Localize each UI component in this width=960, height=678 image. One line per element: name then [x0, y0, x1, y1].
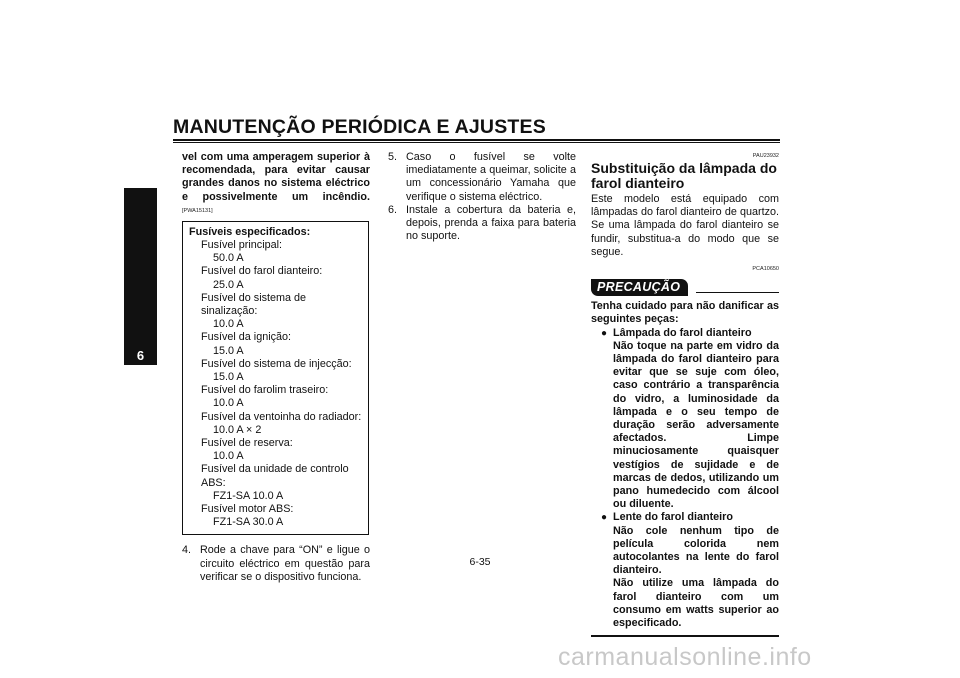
fuse-value: FZ1-SA 30.0 A [213, 516, 284, 529]
bullet-text: Não cole nenhum tipo de película colorida nem autocolantes na lente do farol dianteiro. [613, 524, 779, 577]
chapter-number: 6 [136, 348, 145, 363]
caution-bullet [601, 511, 779, 630]
fuse-name: Fusível principal: [201, 239, 283, 252]
chapter-tab [124, 188, 157, 365]
fuse-value: 10.0 A [213, 397, 244, 410]
section-intro: Este modelo está equipado com lâmpadas do farol dianteiro de quartzo. Se uma lâmpada do farol dianteiro se fundir, substitua-a do modo que se segue. [591, 193, 779, 258]
page-number: 6-35 [469, 556, 491, 568]
caution-bullet [601, 327, 779, 512]
step-4 [182, 544, 370, 584]
bullet-text: Não utilize uma lâmpada do farol dianteiro com um consumo em watts superior ao especificado. [613, 577, 779, 630]
caution-code: PCA10650 [752, 266, 779, 273]
step-5 [388, 151, 576, 204]
caution-rule [696, 292, 779, 293]
fuse-spec-heading: Fusíveis especificados: [189, 225, 311, 238]
fuse-name: Fusível da ventoinha do radiador: [201, 410, 362, 423]
warning-continuation: vel com uma amperagem superior à recomendada, para evitar causar grandes danos no sistema eléctrico e possivelmente um incêndio. [182, 151, 370, 203]
step-text: Caso o fusível se volte imediatamente a queimar, solicite a um concessionário Yamaha que verifique o sistema eléctrico. [406, 151, 576, 203]
title-rule [173, 139, 780, 141]
step-number: 6. [388, 203, 398, 216]
fuse-value: 10.0 A [213, 318, 244, 331]
column-right [591, 152, 779, 637]
fuse-name: Fusível motor ABS: [201, 503, 294, 516]
step-number: 4. [182, 544, 192, 557]
fuse-name: Fusível do sistema de injecção: [201, 357, 352, 370]
caution-label: PRECAUÇÃO [591, 279, 688, 296]
bullet-icon: ● [601, 512, 608, 524]
fuse-name: Fusível da ignição: [201, 331, 292, 344]
fuse-name: Fusível do sistema de sinalização: [201, 291, 307, 318]
step-number: 5. [388, 151, 398, 163]
step-text: Instale a cobertura da bateria e, depois, prenda a faixa para bateria no suporte. [406, 203, 576, 243]
bullet-title: Lente do farol dianteiro [613, 511, 733, 524]
caution-header [591, 279, 779, 296]
step-text: Rode a chave para “ON” e ligue o circuito eléctrico em questão para verificar se o dispositivo funciona. [200, 544, 370, 583]
fuse-value: FZ1-SA 10.0 A [213, 489, 284, 502]
fuse-name: Fusível do farol dianteiro: [201, 265, 323, 278]
bullet-icon: ● [601, 327, 608, 339]
caution-intro: Tenha cuidado para não danificar as seguintes peças: [591, 300, 779, 326]
section-title: Substituição da lâmpada do farol dianteiro [591, 160, 777, 191]
fuse-value: 15.0 A [213, 344, 244, 357]
fuse-name: Fusível de reserva: [201, 437, 293, 450]
caution-end-rule [591, 635, 779, 637]
column-middle [388, 151, 576, 243]
section-code: PAU23932 [752, 153, 779, 159]
bullet-title: Lâmpada do farol dianteiro [613, 326, 752, 339]
bullet-text: Não toque na parte em vidro da lâmpada do farol dianteiro para evitar que se suje com óleo, caso contrário a transparência do vidro, a luminosidade da lâmpada e o seu tempo de duração serão adversamente afectados. Limpe minuciosamente quaisquer vestígios de sujidade e de marcas de dedos, utilizando um pano humedecido com álcool ou diluente. [613, 339, 779, 511]
watermark: carmanualsonline.info [558, 643, 812, 671]
title-rule-thin [173, 142, 780, 143]
page-title: MANUTENÇÃO PERIÓDICA E AJUSTES [173, 116, 546, 138]
fuse-value: 15.0 A [213, 371, 244, 384]
fuse-value: 10.0 A [213, 450, 244, 463]
fuse-name: Fusível da unidade de controlo ABS: [201, 463, 349, 489]
fuse-name: Fusível do farolim traseiro: [201, 384, 329, 397]
warning-code: [PWA15131] [182, 207, 213, 214]
column-left [182, 151, 370, 584]
fuse-value: 25.0 A [213, 278, 244, 291]
fuse-spec-box [182, 221, 369, 536]
step-6 [388, 204, 576, 244]
fuse-value: 10.0 A × 2 [213, 423, 262, 436]
fuse-value: 50.0 A [213, 252, 244, 265]
